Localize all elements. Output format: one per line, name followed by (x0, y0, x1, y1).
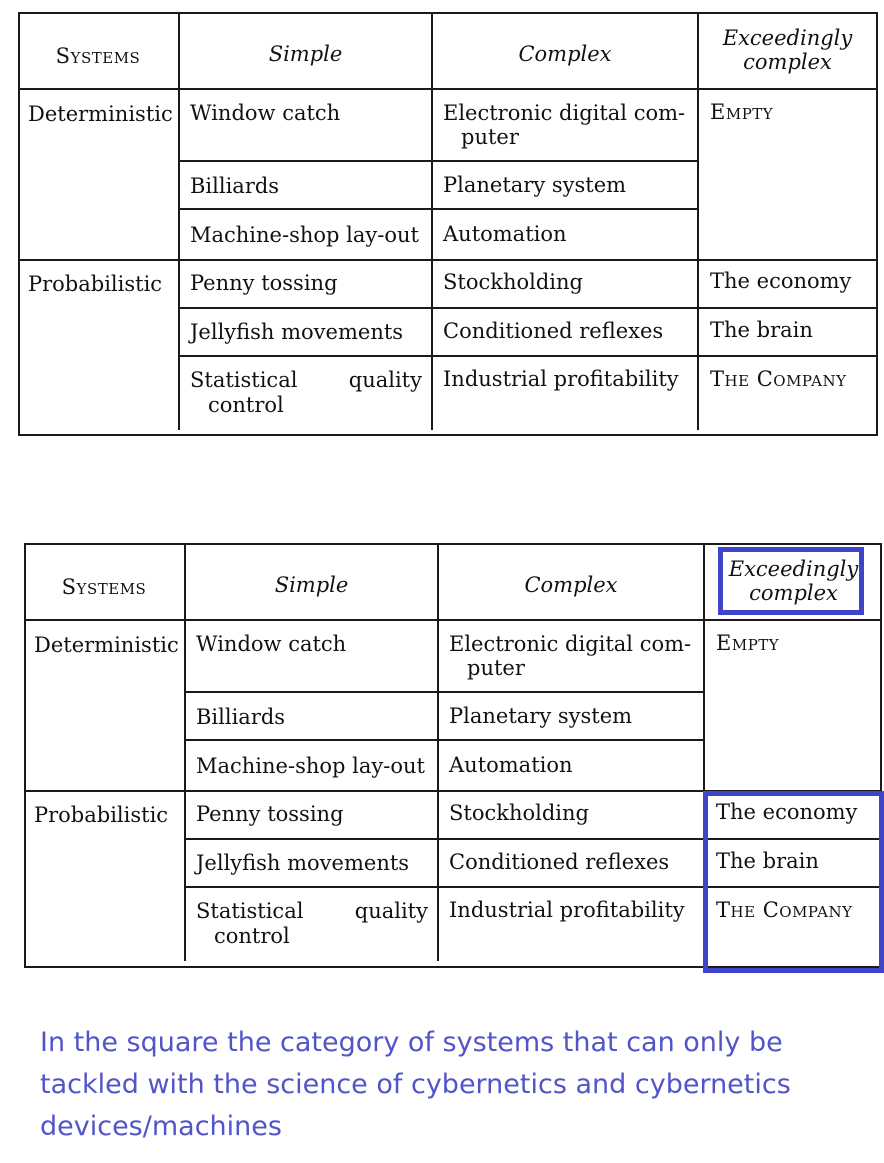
cell-penny-tossing: Penny tossing (196, 802, 344, 826)
cell-conditioned: Conditioned reflexes (449, 850, 670, 874)
word-quality: quality (354, 899, 428, 923)
cell-window-catch: Window catch (196, 632, 347, 656)
cell-billiards: Billiards (196, 705, 286, 729)
cell-conditioned: Conditioned reflexes (443, 319, 664, 343)
cell-planetary: Planetary system (443, 173, 627, 197)
annotation-caption: In the square the category of systems that can only be tackled with the science of cybernetics and cybernetics devices/machines (40, 1027, 791, 1142)
table-annotated (24, 543, 882, 969)
column-divider (184, 543, 186, 961)
header-simple: Simple (274, 573, 349, 597)
row-rule (184, 691, 703, 693)
highlight-box-probabilistic-exceedingly (703, 791, 884, 973)
row-rule (178, 160, 697, 162)
row-label-deterministic: Deterministic (28, 102, 173, 126)
cell-empty: Empty (716, 631, 780, 655)
cell-stockholding: Stockholding (443, 270, 583, 294)
row-rule (178, 355, 878, 357)
table-bottom-border (18, 434, 878, 436)
word-statistical: Statistical (196, 899, 304, 923)
highlight-box-header (718, 547, 864, 615)
header-systems: Systems (55, 44, 141, 68)
cell-brain: The brain (716, 849, 819, 873)
cell-jellyfish: Jellyfish movements (196, 851, 410, 875)
cell-machine-shop: Machine-shop lay-out (190, 223, 419, 247)
cell-industrial: Industrial profitability (449, 898, 685, 922)
word-quality: quality (348, 368, 422, 392)
cell-billiards: Billiards (190, 174, 280, 198)
cell-economy: The economy (716, 800, 858, 824)
cell-electronic-line1: Electronic digital com- (443, 101, 686, 125)
column-divider (437, 543, 439, 961)
column-divider (697, 12, 699, 430)
header-exceedingly-line1: Exceedingly (722, 26, 853, 50)
header-systems: Systems (61, 575, 147, 599)
row-label-probabilistic: Probabilistic (28, 272, 163, 296)
cell-control: control (214, 924, 290, 948)
cell-industrial: Industrial profitability (443, 367, 679, 391)
cell-empty: Empty (710, 100, 774, 124)
cell-economy: The economy (710, 269, 852, 293)
cell-statistical-quality (190, 368, 422, 392)
header-complex: Complex (518, 42, 612, 66)
cell-electronic-line1: Electronic digital com- (449, 632, 692, 656)
row-rule (178, 208, 697, 210)
column-divider (178, 12, 180, 430)
header-complex: Complex (524, 573, 618, 597)
cell-electronic-line2: puter (467, 656, 525, 680)
cell-electronic-line2: puter (461, 125, 519, 149)
header-rule (18, 88, 878, 90)
cell-automation: Automation (443, 222, 567, 246)
cell-jellyfish: Jellyfish movements (190, 320, 404, 344)
cell-window-catch: Window catch (190, 101, 341, 125)
cell-statistical-quality (196, 899, 428, 923)
table-top-border (24, 543, 882, 545)
header-exceedingly-line2: complex (743, 50, 832, 74)
header-exceedingly-line2: complex (749, 581, 838, 605)
header-simple: Simple (268, 42, 343, 66)
word-statistical: Statistical (190, 368, 298, 392)
cell-automation: Automation (449, 753, 573, 777)
cell-brain: The brain (710, 318, 813, 342)
column-divider (431, 12, 433, 430)
group-rule (18, 259, 878, 261)
cell-control: control (208, 393, 284, 417)
table-top-border (18, 12, 878, 14)
table-left-border (24, 543, 26, 968)
table-left-border (18, 12, 20, 436)
cell-stockholding: Stockholding (449, 801, 589, 825)
cell-company: The Company (710, 367, 847, 391)
cell-penny-tossing: Penny tossing (190, 271, 338, 295)
cell-company: The Company (716, 898, 853, 922)
header-rule (24, 619, 882, 621)
table-original (18, 12, 878, 437)
row-rule (184, 739, 703, 741)
row-label-probabilistic: Probabilistic (34, 803, 169, 827)
header-exceedingly-line1: Exceedingly (728, 557, 859, 581)
row-label-deterministic: Deterministic (34, 633, 179, 657)
row-rule (178, 307, 878, 309)
cell-machine-shop: Machine-shop lay-out (196, 754, 425, 778)
cell-planetary: Planetary system (449, 704, 633, 728)
table-right-border (876, 12, 878, 436)
